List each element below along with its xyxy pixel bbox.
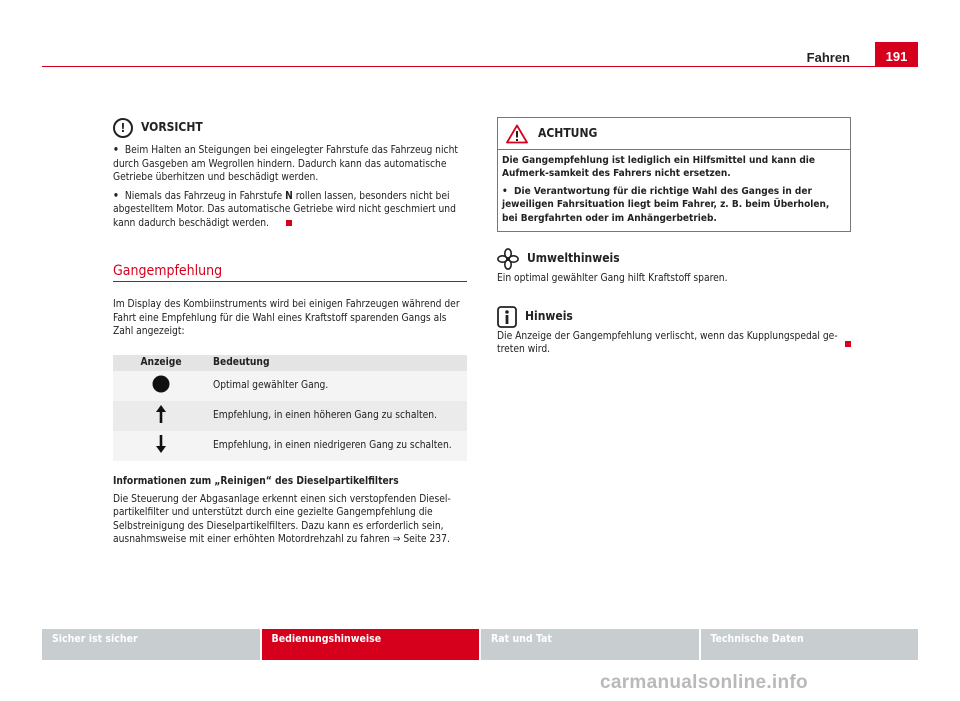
table-row: [113, 401, 467, 431]
vorsicht-title: VORSICHT: [141, 120, 203, 135]
achtung-bullet-text: Die Verantwortung für die richtige Wahl des Ganges in der jeweiligen Fahrsituation liegt beim Fahrer, z. B. beim Überholen, bei Bergfahrten oder im Anhängerbetrieb.: [502, 185, 830, 224]
dpf-heading: Informationen zum „Reinigen“ des Dieselpartikelfilters: [113, 475, 399, 487]
bullet-dot: •: [502, 185, 508, 197]
info-note-icon: [497, 306, 517, 328]
arrow-up-icon: [155, 404, 167, 424]
vorsicht-bullet-text: rollen lassen, besonders nicht bei abgestelltem Motor. Das automatische Getriebe wird nicht geschmiert und kann dadurch beschädigt werden.: [113, 190, 456, 229]
table-header-display: Anzeige: [113, 355, 209, 371]
section-title: Gangempfehlung: [113, 265, 467, 283]
umwelt-title: Umwelthinweis: [527, 251, 620, 266]
table-cell-icon: [113, 401, 209, 431]
section-end-marker: [845, 341, 851, 347]
warning-triangle-icon: [506, 124, 528, 144]
vorsicht-bullet-2: [113, 190, 467, 231]
exclamation-circle-icon: !: [113, 118, 133, 138]
table-row: [113, 431, 467, 461]
gear-recommendation-table: [113, 355, 467, 461]
table-cell-meaning: Empfehlung, in einen niedrigeren Gang zu schalten.: [209, 431, 467, 461]
table-cell-meaning: Empfehlung, in einen höheren Gang zu schalten.: [209, 401, 467, 431]
achtung-box: [497, 117, 851, 232]
tab-sicher-ist-sicher[interactable]: Sicher ist sicher: [42, 629, 260, 660]
vorsicht-heading: [113, 118, 467, 138]
table-row: [113, 371, 467, 401]
header-rule: [42, 66, 918, 67]
achtung-paragraph: Die Gangempfehlung ist lediglich ein Hilfsmittel und kann die Aufmerk-samkeit des Fahrers nicht ersetzen.: [502, 155, 815, 180]
hinweis-heading: [497, 306, 851, 328]
vorsicht-bullet-1: [113, 144, 467, 185]
table-cell-icon: [113, 431, 209, 461]
watermark-text: carmanualsonline.info: [600, 672, 808, 693]
section-intro: Im Display des Kombiinstruments wird bei einigen Fahrzeugen während der Fahrt eine Empfehlung für die Wahl eines Kraftstoff sparenden Gangs als Zahl angezeigt:: [113, 299, 460, 338]
filled-circle-icon: [152, 375, 170, 393]
vorsicht-bullet-text: Beim Halten an Steigungen bei eingelegter Fahrstufe das Fahrzeug nicht durch Gasgeben am Wegrollen hindern. Dadurch kann das automatische Getriebe überhitzen und beschädigt werden.: [113, 145, 458, 184]
achtung-heading: [498, 118, 850, 150]
chapter-title: Fahren: [806, 50, 850, 65]
footer-nav: [42, 629, 918, 660]
achtung-title: ACHTUNG: [538, 125, 598, 140]
dpf-text: Die Steuerung der Abgasanlage erkennt einen sich verstopfenden Diesel-partikelfilter und unterstützt durch eine gezielte Gangempfehlung die Selbstreinigung des Dieselpartikelfilters. Dazu kann es erforderlich sein, ausnahmsweise mit einer erhöhten Motordrehzahl zu fahren ⇒ Seite 237.: [113, 493, 451, 546]
hinweis-text-content: Die Anzeige der Gangempfehlung verlischt, wenn das Kupplungspedal ge-treten wird.: [497, 330, 838, 356]
table-cell-icon: [113, 371, 209, 401]
leaf-flower-icon: [497, 248, 519, 270]
tab-technische-daten[interactable]: Technische Daten: [701, 629, 919, 660]
gear-n-label: N: [285, 190, 293, 202]
umwelt-heading: [497, 248, 851, 270]
vorsicht-bullet-prefix: Niemals das Fahrzeug in Fahrstufe: [124, 190, 283, 202]
right-column: [497, 117, 851, 357]
achtung-paragraph: [502, 185, 846, 225]
achtung-body: [498, 150, 850, 231]
tab-rat-und-tat[interactable]: Rat und Tat: [481, 629, 699, 660]
page-number: 191: [875, 42, 918, 67]
bullet-dot: •: [113, 190, 119, 202]
left-column: [113, 118, 467, 547]
hinweis-text: [497, 330, 851, 357]
table-header-row: [113, 355, 467, 371]
arrow-down-icon: [155, 434, 167, 454]
bullet-dot: •: [113, 145, 119, 156]
table-header-meaning: Bedeutung: [209, 355, 467, 371]
hinweis-title: Hinweis: [525, 308, 573, 323]
table-cell-meaning: Optimal gewählter Gang.: [209, 371, 467, 401]
umwelt-text: Ein optimal gewählter Gang hilft Kraftstoff sparen.: [497, 273, 728, 285]
section-end-marker: [286, 220, 292, 226]
tab-bedienungshinweise[interactable]: Bedienungshinweise: [262, 629, 480, 660]
